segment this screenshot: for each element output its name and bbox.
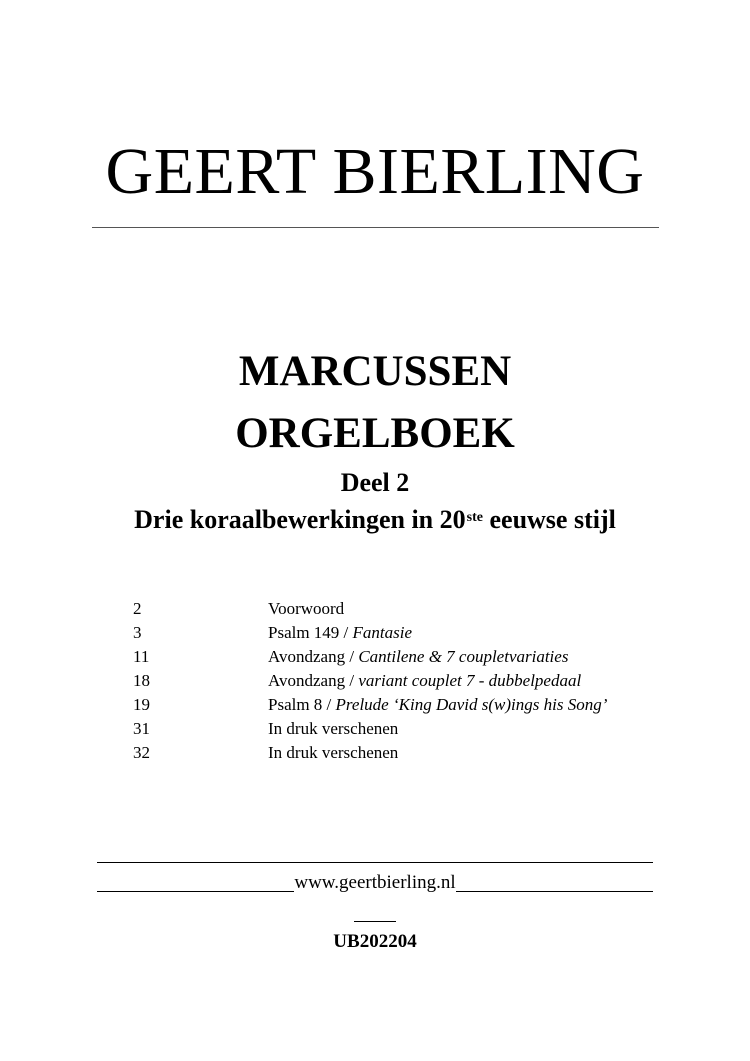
title-line-2: ORGELBOEK <box>235 410 515 457</box>
title-line-1: MARCUSSEN <box>238 348 512 395</box>
toc-entry <box>268 645 568 669</box>
toc-page-number: 31 <box>133 719 150 738</box>
toc-row <box>133 597 653 621</box>
website-line-right-rule <box>456 891 653 892</box>
catalog-code: UB202204 <box>333 931 417 952</box>
toc-page-number: 2 <box>133 599 142 618</box>
toc-entry <box>268 693 607 717</box>
toc-subtitle: variant couplet 7 - dubbelpedaal <box>358 671 582 690</box>
toc-subtitle: Prelude ‘King David s(w)ings his Song’ <box>335 695 608 714</box>
toc-title: In druk verschenen <box>268 743 399 762</box>
subtitle-superscript: ste <box>466 510 483 525</box>
toc-row <box>133 741 653 765</box>
toc-entry <box>268 621 412 645</box>
composer-name: GEERT BIERLING <box>105 135 645 208</box>
toc-row <box>133 645 653 669</box>
toc-title: Psalm 149 / <box>268 623 353 642</box>
toc-title: Avondzang / <box>268 647 359 666</box>
toc-page-number: 32 <box>133 743 150 762</box>
toc-page-number: 18 <box>133 671 150 690</box>
subtitle <box>0 502 750 538</box>
toc-page-number: 11 <box>133 647 150 666</box>
header-divider <box>92 227 659 228</box>
toc-title: In druk verschenen <box>268 719 399 738</box>
toc-entry <box>268 741 398 765</box>
footer-divider <box>97 862 653 863</box>
part-number: Deel 2 <box>340 468 410 497</box>
toc-row <box>133 621 653 645</box>
toc-row <box>133 669 653 693</box>
code-divider <box>354 921 396 922</box>
toc-page-number: 19 <box>133 695 150 714</box>
toc-title: Avondzang / <box>268 671 359 690</box>
table-of-contents <box>133 597 653 765</box>
toc-title: Psalm 8 / <box>268 695 336 714</box>
subtitle-text: Drie koraalbewerkingen in 20 <box>134 505 466 534</box>
toc-row <box>133 717 653 741</box>
website-line <box>97 869 653 897</box>
subtitle-text-end: eeuwse stijl <box>482 505 616 534</box>
toc-page-number: 3 <box>133 623 142 642</box>
toc-row <box>133 693 653 717</box>
website-url: www.geertbierling.nl <box>294 872 456 893</box>
toc-entry <box>268 669 581 693</box>
toc-title: Voorwoord <box>268 599 345 618</box>
toc-subtitle: Cantilene & 7 coupletvariaties <box>358 647 569 666</box>
website-line-left-rule <box>97 891 294 892</box>
toc-subtitle: Fantasie <box>352 623 413 642</box>
toc-entry <box>268 717 398 741</box>
toc-entry <box>268 597 344 621</box>
